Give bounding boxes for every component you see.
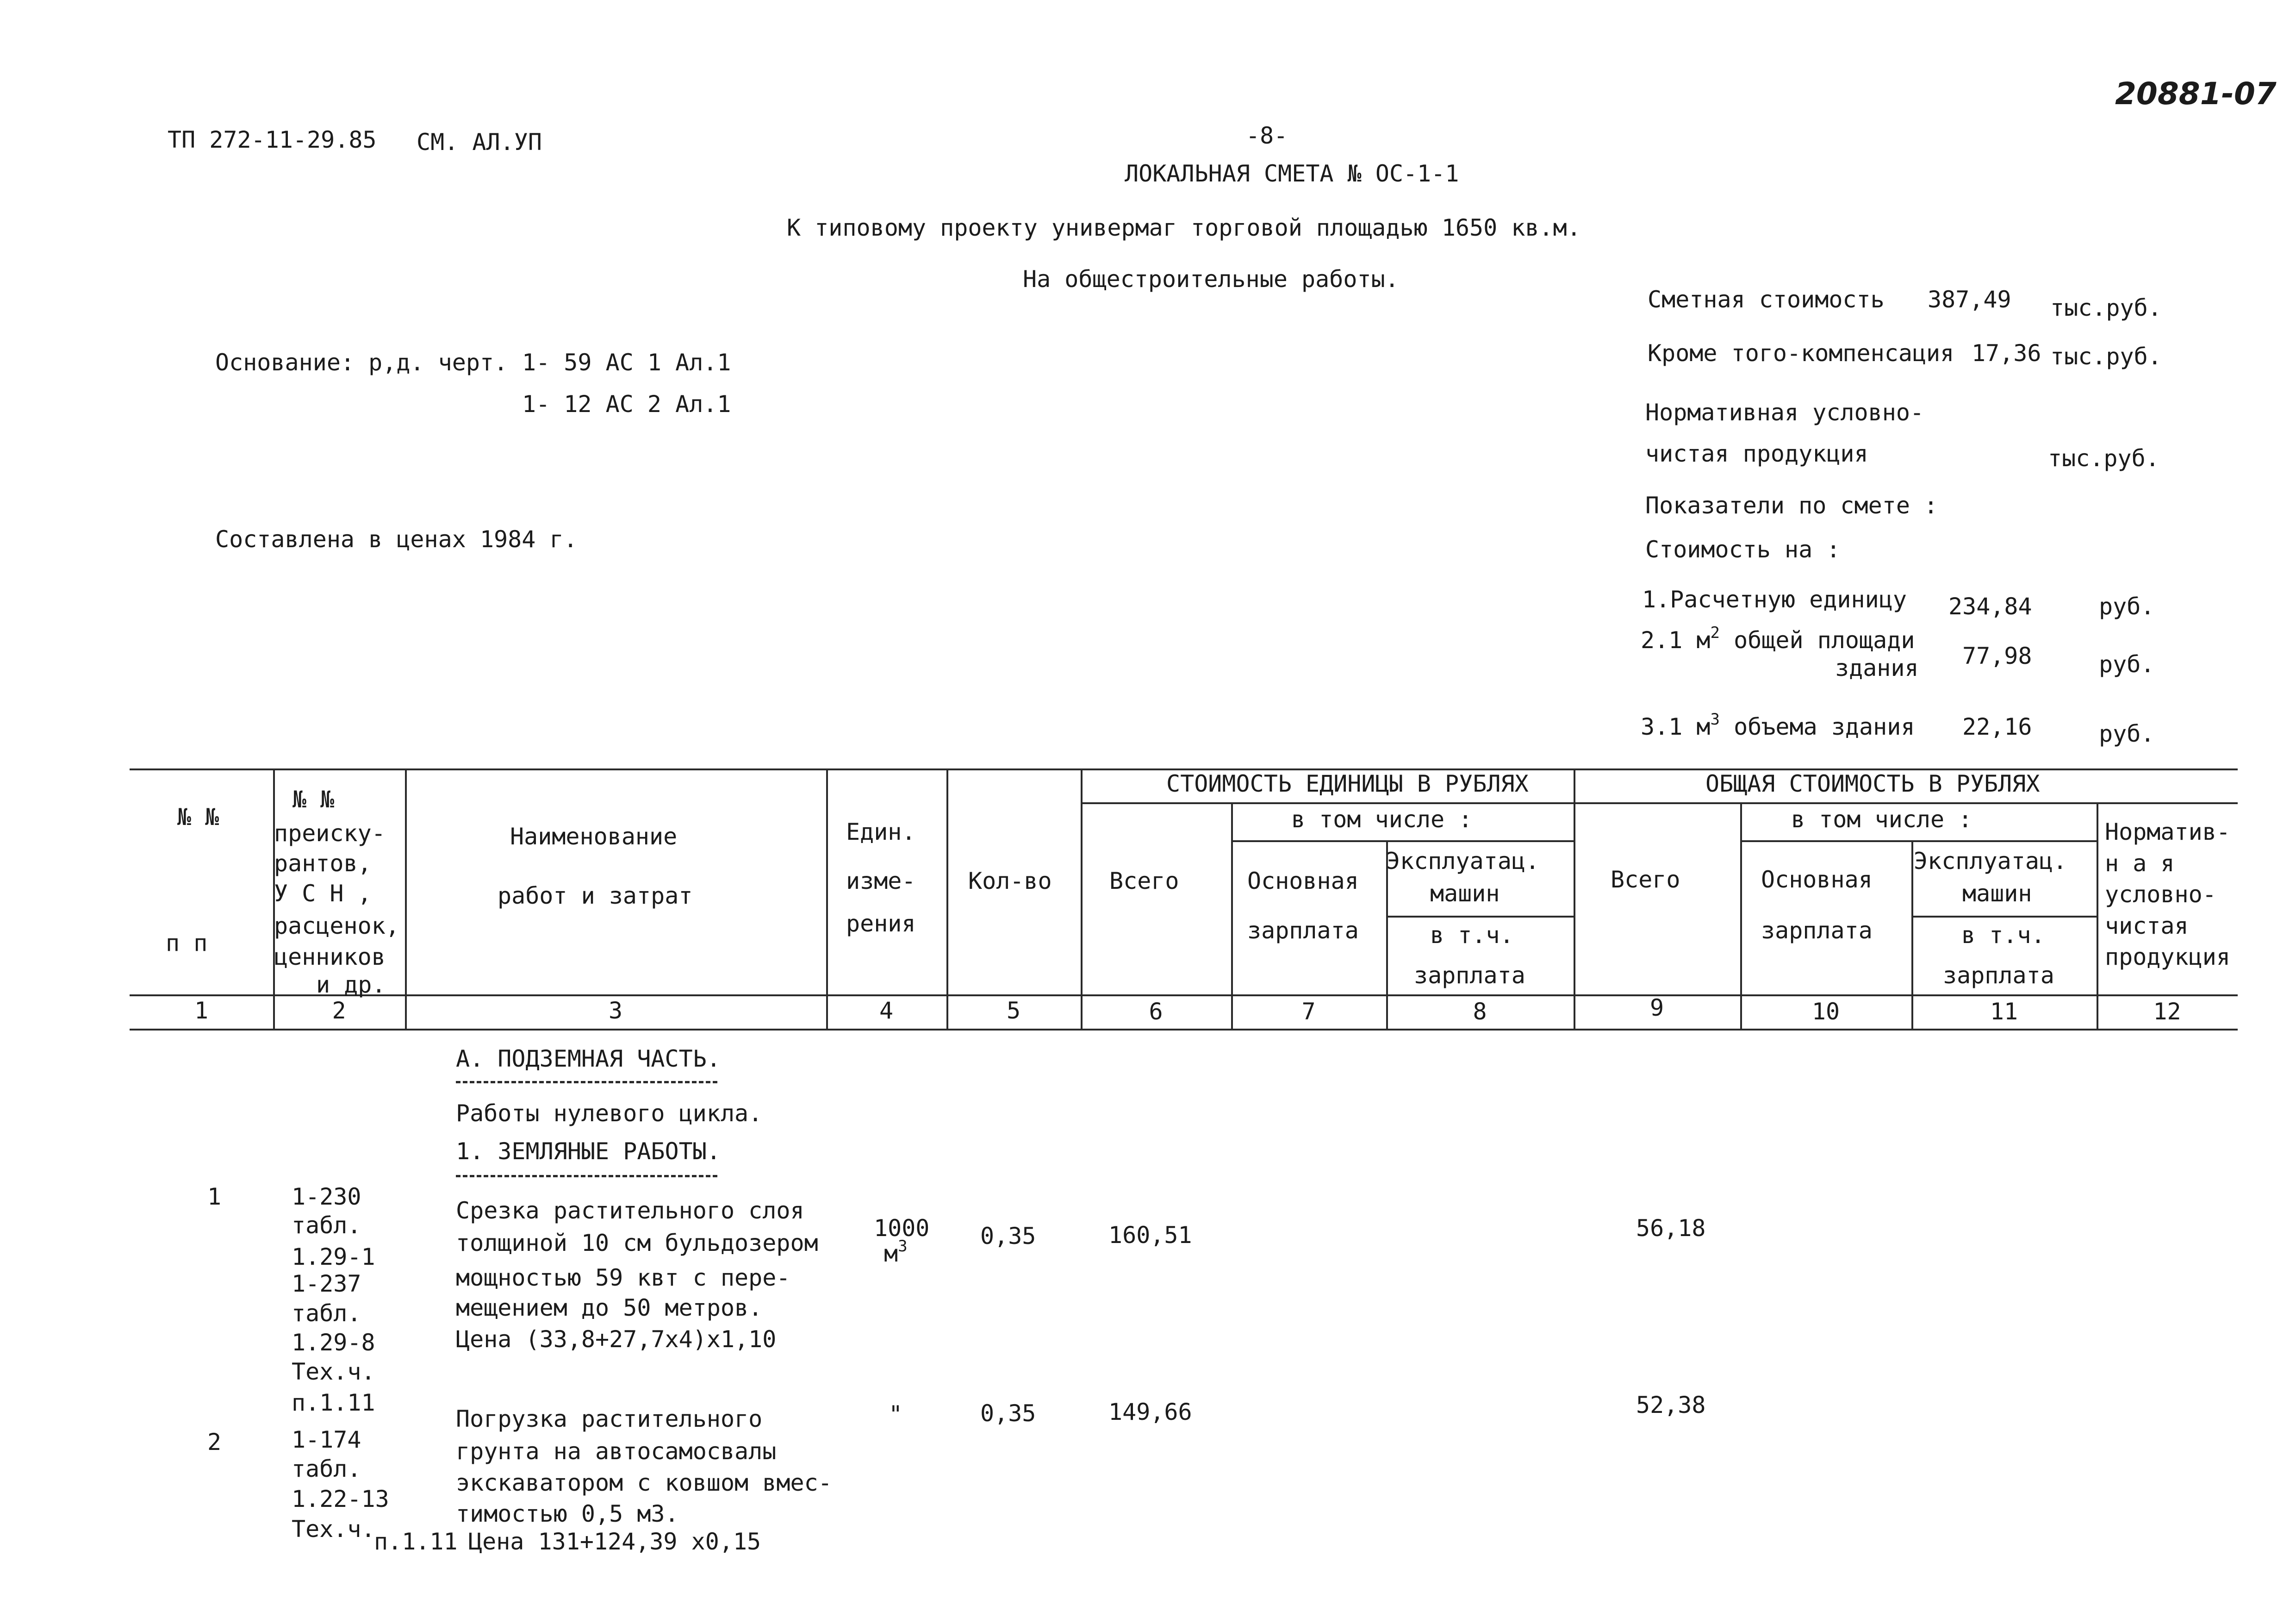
col-number-9: 9 — [1649, 994, 1664, 1021]
group-total-underline — [1574, 802, 2238, 804]
indicator-2-unit: руб. — [2099, 651, 2155, 678]
col12-header-line-4: чистая — [2105, 912, 2189, 939]
col4-header-line-2: изме- — [846, 868, 916, 894]
section-heading: А. ПОДЗЕМНАЯ ЧАСТЬ. — [456, 1045, 721, 1072]
indicator-1-value: 234,84 — [1948, 593, 2032, 620]
row-1-code-7: Тех.ч. — [292, 1358, 375, 1385]
col-number-11: 11 — [1990, 998, 2018, 1025]
compensation-value: 17,36 — [1972, 340, 2041, 367]
compensation-label: Кроме того-компенсация — [1648, 340, 1954, 367]
row-2-desc-1: Погрузка растительного — [456, 1405, 763, 1432]
row-1-unit-total: 160,51 — [1108, 1222, 1192, 1249]
row-1-code-8: п.1.11 — [292, 1389, 375, 1416]
row-1-total: 56,18 — [1636, 1215, 1706, 1242]
col2-header-line-1: № № — [292, 786, 335, 813]
col-sep-9 — [1740, 802, 1742, 1029]
row-2-code-3: 1.22-13 — [292, 1486, 389, 1512]
total-wage-header-b: зарплата — [1761, 917, 1873, 944]
total-incl-header: в том числе : — [1791, 806, 1972, 833]
row-2-desc-3: экскаватором с ковшом вмес- — [456, 1469, 832, 1496]
indicator-1-unit: руб. — [2099, 593, 2155, 620]
row-2-unit-total: 149,66 — [1108, 1399, 1192, 1425]
col-number-7: 7 — [1301, 998, 1316, 1025]
col-sep-4 — [946, 768, 948, 1029]
col-number-6: 6 — [1149, 998, 1163, 1025]
total-total-header: Всего — [1611, 866, 1680, 893]
col-sep-3 — [826, 768, 828, 1029]
row-2-code-4: Тех.ч. — [292, 1516, 375, 1543]
indicator-3-value: 22,16 — [1962, 713, 2032, 740]
basis-label: Основание: р,д. черт. — [215, 349, 508, 376]
col3-header-a: Наименование — [510, 823, 678, 850]
total-mach-header-b: машин — [1962, 880, 2032, 907]
col4-header-line-3: рения — [846, 910, 916, 937]
col-number-2: 2 — [332, 997, 346, 1024]
indicator-3-unit: руб. — [2099, 720, 2155, 747]
col12-header-line-5: продукция — [2105, 943, 2230, 970]
col3-header-b: работ и затрат — [498, 882, 693, 909]
total-wage-header-a: Основная — [1761, 866, 1873, 893]
col-sep-2 — [405, 768, 407, 1029]
unit-incl-underline — [1231, 840, 1574, 842]
col12-header-line-3: условно- — [2105, 881, 2216, 908]
total-incl-underline — [1740, 840, 2097, 842]
col4-header-line-1: Един. — [846, 818, 916, 845]
unit-incl-header: в том числе : — [1291, 806, 1473, 833]
row-2-desc-4: тимостью 0,5 м3. — [456, 1500, 679, 1527]
col12-header-line-2: н а я — [2105, 850, 2175, 877]
price-level: Составлена в ценах 1984 г. — [215, 526, 578, 553]
row-1-code-3: 1.29-1 — [292, 1243, 375, 1270]
section-underline — [456, 1081, 717, 1083]
group-unit-underline — [1081, 802, 1574, 804]
col-number-4: 4 — [879, 997, 894, 1024]
row-1-unit-a: 1000 — [874, 1215, 930, 1242]
col-sep-8 — [1574, 768, 1575, 1029]
col-sep-6 — [1231, 802, 1233, 1029]
row-2-unit-ditto: " — [889, 1401, 903, 1428]
row-1-code-1: 1-230 — [292, 1183, 361, 1210]
col2-header-line-2: преиску- — [274, 820, 386, 847]
col-number-8: 8 — [1473, 998, 1487, 1025]
col-number-12: 12 — [2153, 998, 2181, 1025]
unit-total-header: Всего — [1109, 868, 1179, 894]
col2-header-line-7: и др. — [316, 971, 386, 998]
indicator-2-label-2: здания — [1835, 655, 1919, 681]
row-2-desc-5: Цена 131+124,39 х0,15 — [468, 1528, 761, 1555]
total-incl-wage-header-b: зарплата — [1943, 962, 2054, 989]
col-number-1: 1 — [194, 997, 209, 1024]
unit-wage-header-a: Основная — [1247, 868, 1359, 894]
row-2-number: 2 — [207, 1429, 222, 1455]
row-1-desc-4: мещением до 50 метров. — [456, 1294, 763, 1321]
row-2-code-5: п.1.11 — [374, 1528, 458, 1555]
normative-label-2: чистая продукция — [1645, 440, 1868, 467]
row-1-code-6: 1.29-8 — [292, 1329, 375, 1356]
total-mach-header-a: Эксплуатац. — [1914, 848, 2067, 874]
col2-header-line-5: расценок, — [274, 912, 399, 939]
col2-header-line-3: рантов, — [274, 850, 372, 877]
row-2-quantity: 0,35 — [980, 1400, 1036, 1427]
total-incl-wage-header-a: в т.ч. — [1961, 922, 2045, 949]
unit-mach-underline — [1386, 916, 1574, 918]
unit-mach-header-a: Эксплуатац. — [1386, 848, 1540, 874]
indicator-2-value: 77,98 — [1962, 643, 2032, 669]
page-number: -8- — [1246, 122, 1288, 149]
col-number-10: 10 — [1811, 998, 1840, 1025]
reference: СМ. АЛ.УП — [417, 129, 542, 156]
row-2-code-2: табл. — [292, 1455, 361, 1482]
row-1-quantity: 0,35 — [980, 1223, 1036, 1249]
col1-header-b: п п — [166, 930, 208, 956]
indicator-2-label: 2.1 $м^2$ общей площади — [1641, 624, 1915, 654]
basis-line-1: 1- 59 АС 1 Ал.1 — [522, 349, 731, 376]
indicator-1-label: 1.Расчетную единицу — [1642, 586, 1907, 613]
row-1-number: 1 — [207, 1183, 222, 1210]
unit-wage-header-b: зарплата — [1247, 917, 1359, 944]
col5-header: Кол-во — [968, 868, 1052, 894]
col1-header-a: № № — [177, 804, 219, 831]
unit-incl-wage-header-b: зарплата — [1414, 962, 1525, 989]
estimate-cost-value: 387,49 — [1928, 286, 2011, 313]
row-1-desc-1: Срезка растительного слоя — [456, 1197, 804, 1224]
unit-incl-wage-header-a: в т.ч. — [1430, 922, 1514, 949]
doc-code: ТП 272-11-29.85 — [168, 126, 377, 153]
col2-header-line-6: ценников — [274, 943, 386, 970]
estimate-cost-unit: тыс.руб. — [2050, 294, 2162, 321]
compensation-unit: тыс.руб. — [2050, 343, 2162, 370]
estimate-cost-label: Сметная стоимость — [1648, 286, 1885, 313]
col-sep-11 — [2097, 802, 2098, 1029]
cost-per-label: Стоимость на : — [1645, 536, 1841, 563]
col-sep-5 — [1081, 768, 1083, 1029]
row-2-total: 52,38 — [1636, 1392, 1706, 1418]
group-unit-cost-header: СТОИМОСТЬ ЕДИНИЦЫ В РУБЛЯХ — [1166, 770, 1529, 797]
row-1-code-2: табл. — [292, 1212, 361, 1239]
indicator-3-label: 3.1 $м^3$ объема здания — [1641, 710, 1915, 740]
row-2-code-1: 1-174 — [292, 1426, 361, 1453]
row-1-unit-b: $м^3$ — [884, 1237, 908, 1267]
estimate-scope: На общестроительные работы. — [1023, 266, 1399, 293]
col12-header-line-1: Норматив- — [2105, 818, 2230, 845]
row-1-desc-5: Цена (33,8+27,7х4)х1,10 — [456, 1326, 777, 1353]
total-mach-underline — [1911, 916, 2097, 918]
row-2-desc-2: грунта на автосамосвалы — [456, 1438, 777, 1465]
estimate-subtitle: К типовому проекту универмаг торговой площадью 1650 кв.м. — [787, 214, 1581, 241]
row-1-desc-3: мощностью 59 квт с пере- — [456, 1264, 790, 1291]
unit-mach-header-b: машин — [1430, 880, 1500, 907]
group-heading: 1. ЗЕМЛЯНЫЕ РАБОТЫ. — [456, 1138, 721, 1165]
numbers-bottom-line — [130, 1029, 2238, 1031]
group-total-cost-header: ОБЩАЯ СТОИМОСТЬ В РУБЛЯХ — [1705, 770, 2040, 797]
col-number-5: 5 — [1006, 997, 1021, 1024]
col2-header-line-4: У С Н , — [274, 880, 372, 907]
subsection-heading: Работы нулевого цикла. — [456, 1100, 763, 1127]
normative-label-1: Нормативная условно- — [1645, 399, 1924, 426]
basis-line-2: 1- 12 АС 2 Ал.1 — [522, 391, 731, 418]
row-1-code-4: 1-237 — [292, 1270, 361, 1297]
estimate-title: ЛОКАЛЬНАЯ СМЕТА № ОС-1-1 — [1125, 160, 1459, 187]
row-1-desc-2: толщиной 10 см бульдозером — [456, 1230, 818, 1256]
numbers-top-line — [130, 994, 2238, 996]
row-1-code-5: табл. — [292, 1300, 361, 1327]
indicators-label: Показатели по смете : — [1645, 492, 1938, 519]
corner-number: 20881-07 — [2115, 76, 2277, 112]
group-underline — [456, 1175, 717, 1177]
normative-unit: тыс.руб. — [2048, 445, 2159, 472]
col-number-3: 3 — [608, 997, 623, 1024]
